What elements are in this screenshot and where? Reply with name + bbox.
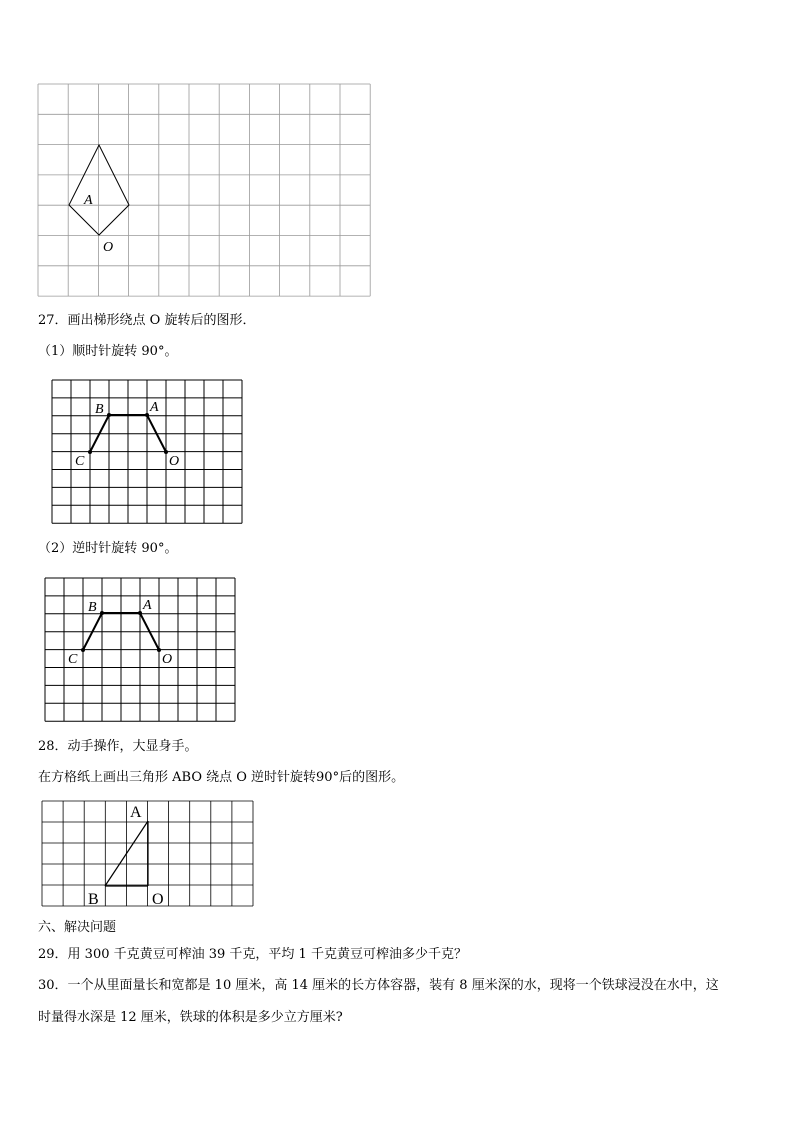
- kite-shape: [69, 145, 129, 235]
- q28-title: 28．动手操作，大显身手。: [38, 739, 198, 754]
- kite-label-o: O: [103, 240, 114, 255]
- label-o: O: [169, 454, 180, 469]
- q27-part1: （1）顺时针旋转 90°。: [38, 344, 178, 359]
- label-a: A: [143, 598, 152, 613]
- triangle-grid: [0, 795, 300, 915]
- label-b: B: [88, 891, 99, 908]
- label-b: B: [95, 402, 104, 417]
- label-a: A: [130, 804, 142, 821]
- grid: [38, 84, 370, 296]
- point-b: [107, 413, 111, 417]
- label-a: A: [150, 400, 159, 415]
- trapezoid-grid-2: [0, 568, 300, 728]
- kite-label-a: A: [84, 193, 93, 208]
- q27-title: 27．画出梯形绕点 O 旋转后的图形．: [38, 313, 256, 328]
- point-a: [138, 611, 142, 615]
- point-o: [164, 450, 168, 454]
- q29-text: 29．用 300 千克黄豆可榨油 39 千克，平均 1 千克黄豆可榨油多少千克？: [38, 947, 467, 962]
- trapezoid-grid-1: [0, 370, 300, 530]
- q27-part2: （2）逆时针旋转 90°。: [38, 541, 178, 556]
- grid: [52, 380, 242, 523]
- point-o: [157, 648, 161, 652]
- grid: [45, 578, 235, 721]
- q28-instruction: 在方格纸上画出三角形 ABO 绕点 O 逆时针旋转90°后的图形。: [38, 770, 405, 785]
- q30-line2: 时量得水深是 12 厘米，铁球的体积是多少立方厘米?: [38, 1010, 343, 1025]
- label-o: O: [152, 891, 164, 908]
- point-b: [100, 611, 104, 615]
- kite-grid-figure: [0, 0, 794, 310]
- q30-line1: 30．一个从里面量长和宽都是 10 厘米，高 14 厘米的长方体容器，装有 8 厘米深的水，现将一个铁球浸没在水中，这: [38, 978, 719, 993]
- point-c: [88, 450, 92, 454]
- point-a: [145, 413, 149, 417]
- section-title: 六、解决问题: [38, 920, 117, 935]
- label-o: O: [162, 652, 173, 667]
- label-b: B: [88, 600, 97, 615]
- point-c: [81, 648, 85, 652]
- label-c: C: [75, 454, 85, 469]
- label-c: C: [68, 652, 78, 667]
